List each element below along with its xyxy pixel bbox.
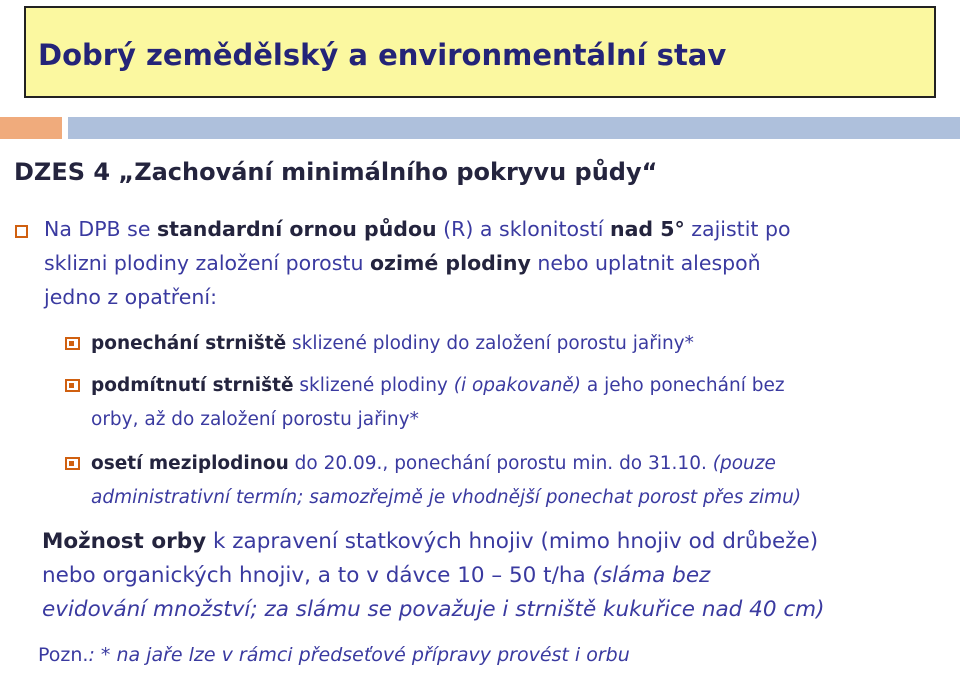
box-bullet-icon xyxy=(65,337,80,350)
title-box xyxy=(24,6,936,98)
slide-title: Dobrý zemědělský a environmentální stav xyxy=(38,38,727,72)
accent-bar-orange xyxy=(0,117,62,139)
box-bullet-icon xyxy=(65,457,80,470)
intro-line-3: jedno z opatření: xyxy=(44,285,217,309)
square-bullet-icon xyxy=(15,225,28,238)
section-heading: DZES 4 „Zachování minimálního pokryvu půdy“ xyxy=(14,158,658,186)
intro-line-1: Na DPB se standardní ornou půdou (R) a sklonitostí nad 5° zajistit po xyxy=(44,217,791,241)
accent-bar-blue xyxy=(68,117,960,139)
box-bullet-icon xyxy=(65,379,80,392)
intro-line-2: sklizni plodiny založení porostu ozimé plodiny nebo uplatnit alespoň xyxy=(44,251,761,275)
